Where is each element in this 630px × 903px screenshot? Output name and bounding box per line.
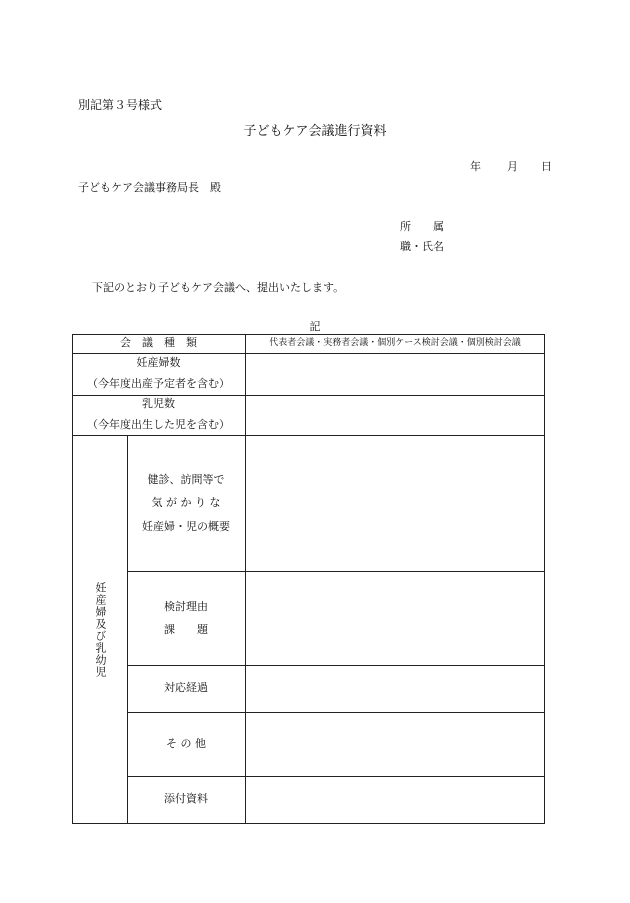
group-label — [72, 435, 127, 824]
pregnant-count-field[interactable] — [245, 353, 545, 395]
attachment-label: 添付資料 — [164, 792, 208, 806]
date-day: 日 — [541, 160, 552, 173]
table-border — [72, 823, 545, 824]
ki-label: 記 — [309, 320, 321, 333]
meeting-type-label: 会 議 種 類 — [120, 336, 197, 350]
concern-summary-field[interactable] — [245, 435, 545, 571]
statement: 下記のとおり子どもケア会議へ、提出いたします。 — [92, 281, 345, 294]
concern-summary-label — [127, 435, 245, 571]
concern-line-2: 気 が か り な — [151, 496, 221, 510]
group-label-text: 妊産婦及び乳幼児 — [93, 581, 107, 678]
date-month: 月 — [507, 160, 518, 173]
reason-field[interactable] — [245, 571, 545, 665]
name-label: 職・氏名 — [400, 240, 444, 253]
pregnant-count-note: （今年度出産予定者を含む） — [87, 377, 230, 390]
attachment-field[interactable] — [245, 776, 545, 823]
reason-line-1: 検討理由 — [164, 599, 208, 613]
form-number: 別記第３号様式 — [78, 98, 163, 112]
other-label: そ の 他 — [166, 736, 206, 750]
progress-field[interactable] — [245, 665, 545, 712]
document-title: 子どもケア会議進行資料 — [243, 124, 387, 139]
infant-count-field[interactable] — [245, 395, 545, 435]
addressee: 子どもケア会議事務局長 殿 — [78, 181, 221, 194]
infant-count-note: （今年度出生した児を含む） — [87, 418, 230, 431]
other-field[interactable] — [245, 712, 545, 776]
date-year: 年 — [470, 160, 481, 173]
infant-count-label — [72, 395, 245, 435]
concern-line-1: 健診、訪問等で — [147, 473, 225, 487]
infant-count-title: 乳児数 — [142, 397, 175, 411]
meeting-type-options: 代表者会議・実務者会議・個別ケース検討会議・個別検討会議 — [269, 337, 521, 348]
pregnant-count-title: 妊産婦数 — [136, 356, 181, 370]
progress-label: 対応経過 — [164, 681, 208, 695]
concern-line-3: 妊産婦・児の概要 — [142, 519, 230, 533]
reason-label — [127, 571, 245, 665]
pregnant-count-label — [72, 353, 245, 395]
affiliation-label: 所 属 — [400, 220, 444, 233]
reason-line-2: 課 題 — [164, 623, 208, 636]
